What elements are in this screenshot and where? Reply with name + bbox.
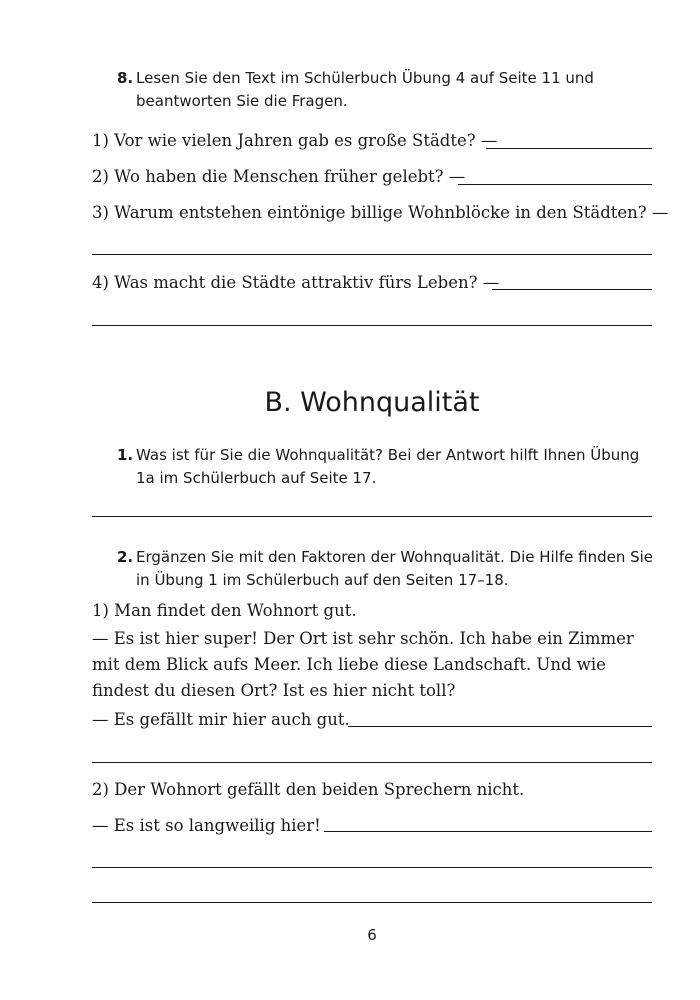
instruction-text: Ergänzen Sie mit den Faktoren der Wohnqualität. Die Hilfe finden Sie in Übung 1 im Schülerbuch auf den Seiten 17–18. bbox=[136, 548, 654, 589]
answer-line[interactable] bbox=[324, 831, 652, 832]
reply-2: — Es ist so langweilig hier! bbox=[92, 816, 321, 835]
section-heading: B. Wohnqualität bbox=[264, 387, 480, 418]
answer-line[interactable] bbox=[92, 325, 652, 326]
answer-line[interactable] bbox=[92, 762, 652, 763]
instruction-text: Was ist für Sie die Wohnqualität? Bei der Antwort hilft Ihnen Übung 1a im Schülerbuch auf Seite 17. bbox=[136, 446, 640, 487]
question-2: 2) Wo haben die Menschen früher gelebt? — bbox=[92, 167, 466, 186]
dialogue-1: — Es ist hier super! Der Ort ist sehr schön. Ich habe ein Zimmer mit dem Blick aufs Meer. Ich liebe diese Landschaft. Und wie findest du diesen Ort? Ist es hier nicht toll? bbox=[92, 629, 634, 700]
answer-line[interactable] bbox=[92, 254, 652, 255]
answer-line[interactable] bbox=[458, 184, 652, 185]
answer-line[interactable] bbox=[92, 867, 652, 868]
situation-1: 1) Man findet den Wohnort gut. bbox=[92, 601, 357, 620]
question-4: 4) Was macht die Städte attraktiv fürs Leben? — bbox=[92, 273, 500, 292]
answer-line[interactable] bbox=[348, 726, 652, 727]
task-number: 2. bbox=[117, 548, 134, 566]
task-number: 8. bbox=[117, 69, 134, 87]
task-number: 1. bbox=[117, 446, 134, 464]
task-2-instruction bbox=[117, 546, 657, 592]
question-3: 3) Warum entstehen eintönige billige Wohnblöcke in den Städten? — bbox=[92, 203, 669, 222]
answer-line[interactable] bbox=[486, 148, 652, 149]
task-1-instruction bbox=[117, 444, 657, 490]
question-1: 1) Vor wie vielen Jahren gab es große Städte? — bbox=[92, 131, 498, 150]
answer-line[interactable] bbox=[92, 902, 652, 903]
situation-2: 2) Der Wohnort gefällt den beiden Sprechern nicht. bbox=[92, 780, 525, 799]
reply-1: — Es gefällt mir hier auch gut. bbox=[92, 710, 350, 729]
answer-line[interactable] bbox=[92, 516, 652, 517]
task-8-instruction bbox=[117, 67, 657, 113]
instruction-text: Lesen Sie den Text im Schülerbuch Übung 4 auf Seite 11 und beantworten Sie die Fragen. bbox=[136, 69, 594, 110]
answer-line[interactable] bbox=[492, 289, 652, 290]
page-number: 6 bbox=[367, 926, 377, 944]
